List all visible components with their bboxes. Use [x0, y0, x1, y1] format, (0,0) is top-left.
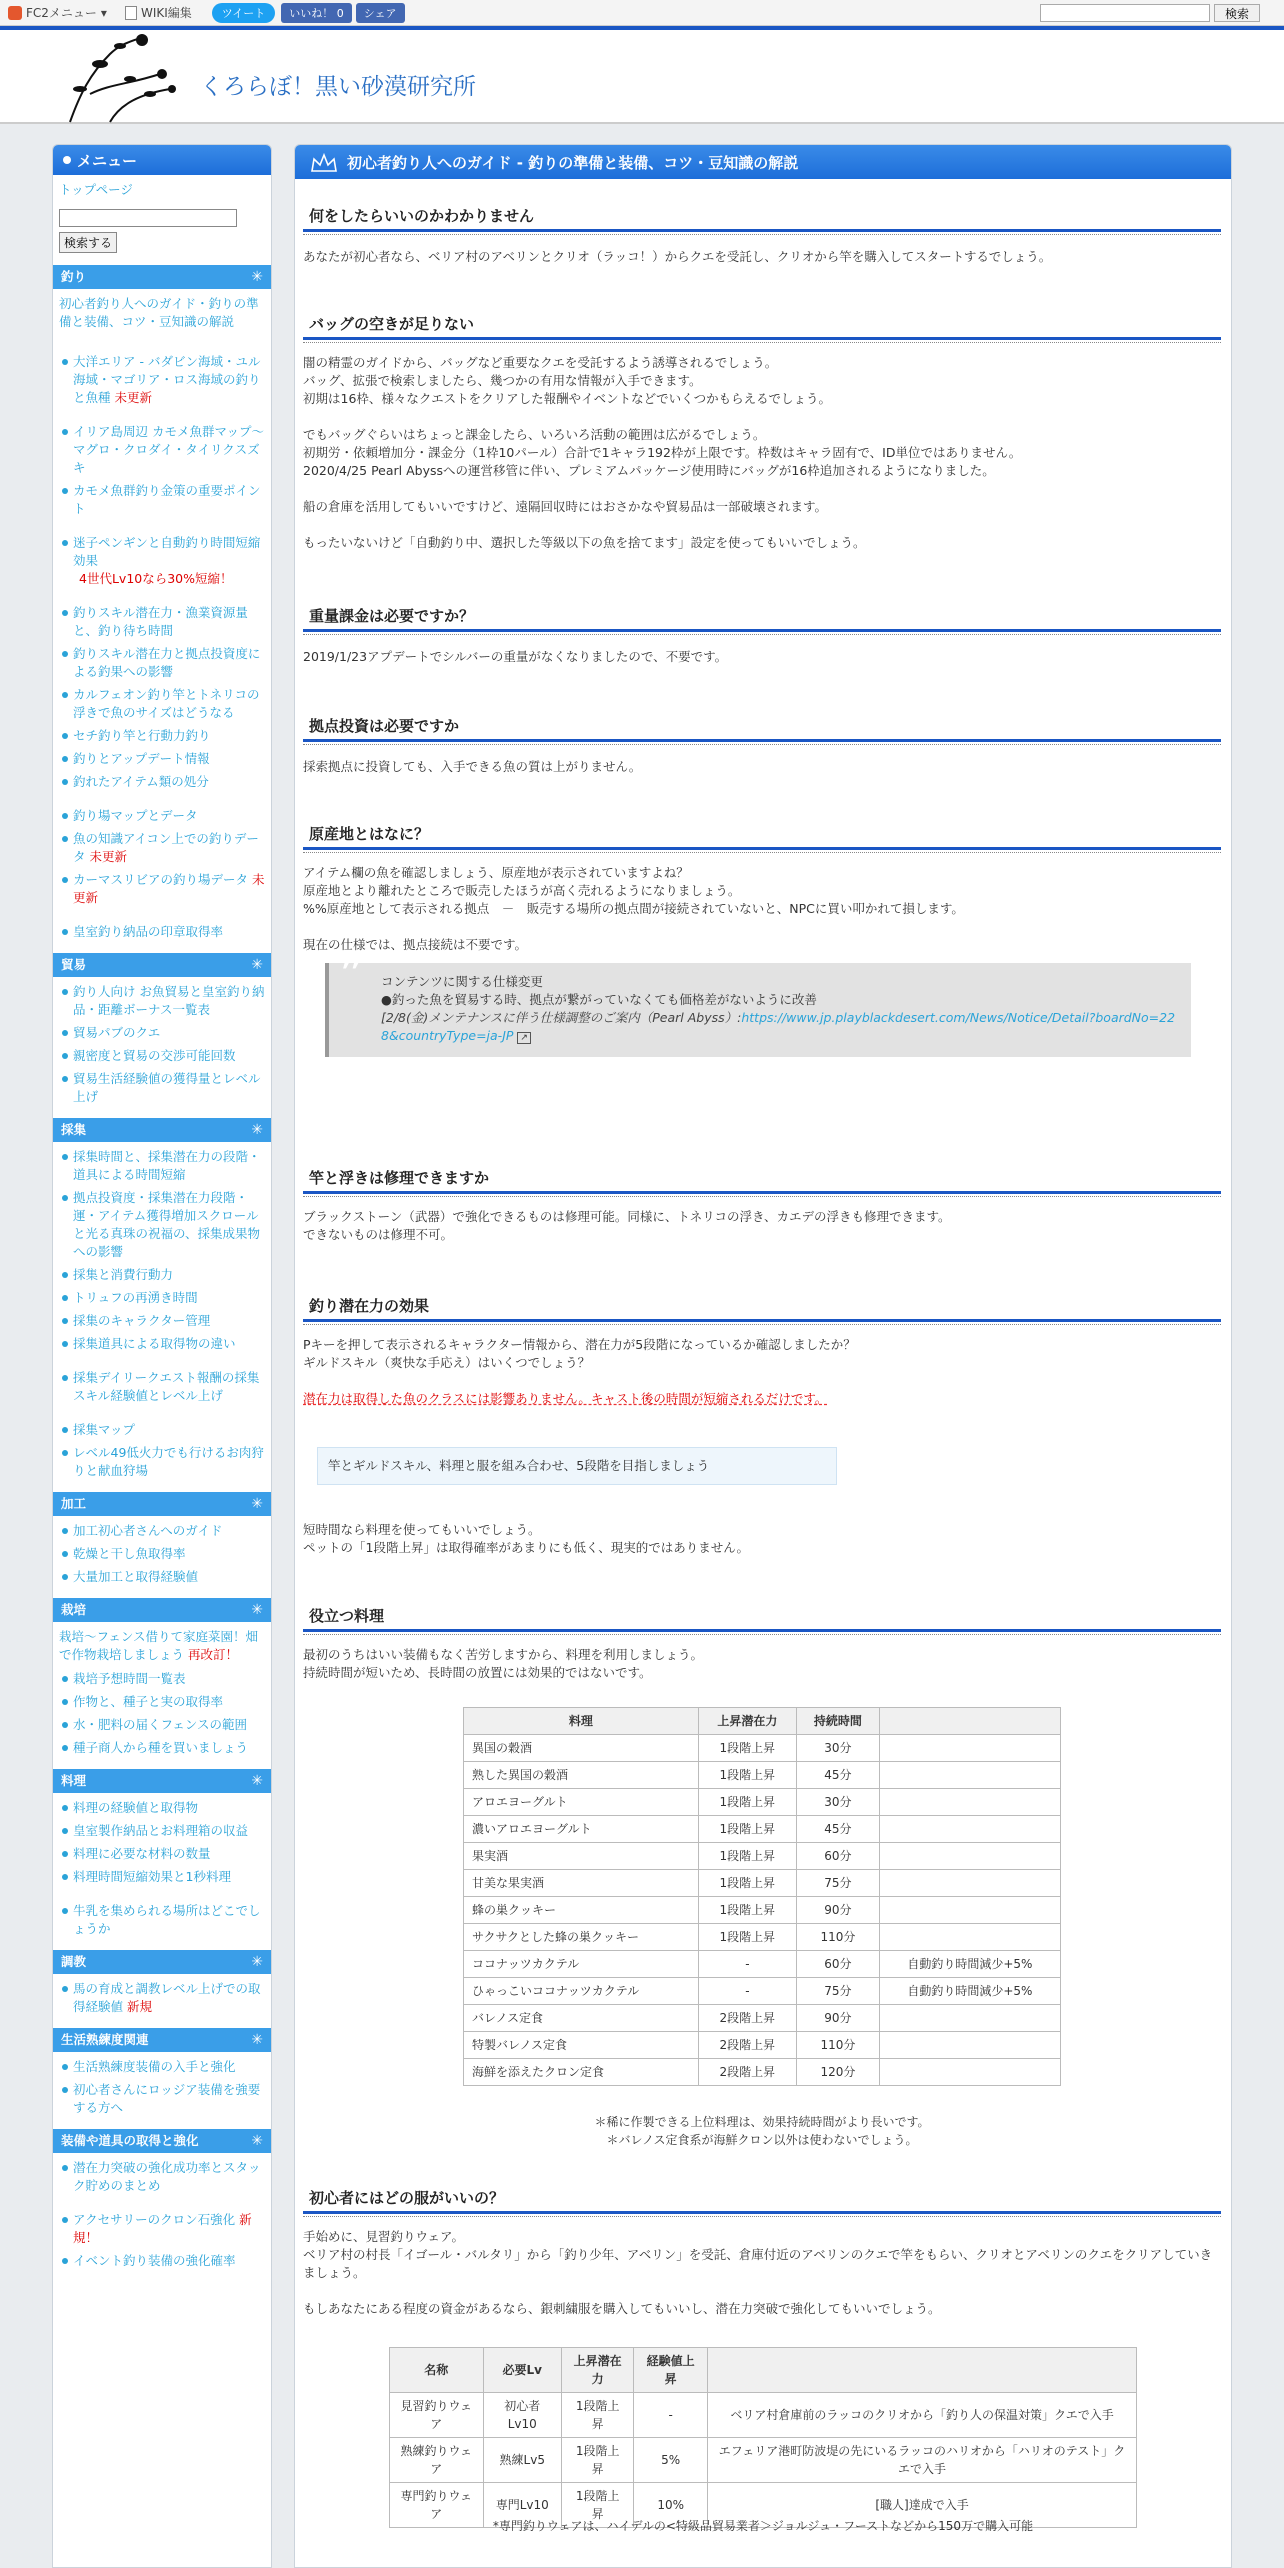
share-button[interactable]: シェア [356, 3, 405, 23]
table-cell: ココナッツカクテル [464, 1951, 699, 1978]
section-node-investment [303, 713, 1221, 776]
table-cell: 5% [634, 2438, 708, 2483]
sidebar-item[interactable]: 採集デイリークエスト報酬の採集スキル経験値とレベル上げ [59, 1369, 265, 1405]
table-cell: 熟練Lv5 [483, 2438, 562, 2483]
text-line: 最初のうちはいい装備もなく苦労しますから、料理を利用しましょう。 [303, 1647, 704, 1662]
section-heading: 釣り潜在力の効果 [303, 1293, 1221, 1322]
table-cell: 120分 [796, 2059, 879, 2086]
cooking-table [463, 1707, 1061, 2086]
section-heading: 竿と浮きは修理できますか [303, 1165, 1221, 1194]
sidebar-item[interactable]: 釣れたアイテム類の処分 [59, 773, 265, 791]
table-cell: 30分 [796, 1789, 879, 1816]
table-cell: - [698, 1951, 796, 1978]
text-line: 原産地とより離れたところで販売したほうが高く売れるようになりましょう。 [303, 883, 741, 898]
section-text [303, 354, 1221, 552]
sidebar-item[interactable]: 生活熟練度装備の入手と強化 [59, 2058, 265, 2076]
sidebar-item[interactable]: 採集道具による取得物の違い [59, 1335, 265, 1353]
sidebar-search-button[interactable]: 検索する [59, 232, 117, 253]
wiki-edit-link[interactable]: WIKI編集 [125, 4, 192, 21]
sidebar-item[interactable]: 貿易パブのクエ [59, 1024, 265, 1042]
sidebar-item[interactable]: 加工初心者さんへのガイド [59, 1522, 265, 1540]
text-line [303, 2282, 1221, 2300]
quote-mark-icon: ❞ [339, 946, 363, 997]
sidebar-category-header: 釣り ✳ [53, 265, 271, 289]
table-cell [879, 1789, 1060, 1816]
sidebar-search-input[interactable] [59, 209, 237, 227]
section-heading: 拠点投資は必要ですか [303, 713, 1221, 742]
table-cell: サクサクとした蜂の巣クッキー [464, 1924, 699, 1951]
section-heading: 役立つ料理 [303, 1603, 1221, 1632]
table-cell: 果実酒 [464, 1843, 699, 1870]
sidebar-item[interactable]: カモメ魚群釣り金策の重要ポイント [59, 482, 265, 518]
table-cell [879, 1735, 1060, 1762]
table-cell [879, 1870, 1060, 1897]
table-cell: 45分 [796, 1816, 879, 1843]
sidebar-item[interactable]: 水・肥料の届くフェンスの範囲 [59, 1716, 265, 1734]
text-line [303, 516, 1221, 534]
table-row [464, 1816, 1061, 1843]
text-line: もったいないけど「自動釣り中、選択した等級以下の魚を捨てます」設定を使ってもいいでしょう。 [303, 535, 866, 550]
sidebar-category-intro-link[interactable]: 初心者釣り人へのガイド・釣りの準備と装備、コツ・豆知識の解説 [59, 295, 259, 329]
fc2-toolbar [0, 0, 1284, 26]
sidebar-content [53, 175, 271, 2270]
sidebar-item[interactable]: 料理に必要な材料の数量 [59, 1845, 265, 1863]
table-row [464, 2005, 1061, 2032]
text-line: バッグ、拡張で検索しましたら、幾つかの有用な情報が入手できます。 [303, 373, 702, 388]
sidebar-category-intro-link[interactable]: 栽培～フェンス借りて家庭菜園！畑で作物栽培しましょう 再改訂！ [59, 1628, 259, 1662]
sidebar-item[interactable]: 牛乳を集められる場所はどこでしょうか [59, 1902, 265, 1938]
sidebar-category-list [59, 1664, 265, 1757]
text-line [303, 480, 1221, 498]
table-row [464, 1843, 1061, 1870]
sidebar-category-header: 生活熟練度関連 ✳ [53, 2028, 271, 2052]
table-row [464, 1735, 1061, 1762]
table-cell: ベリア村倉庫前のラッコのクリオから「釣り人の保温対策」クエで入手 [708, 2393, 1137, 2438]
table-cell: 1段階上昇 [698, 1816, 796, 1843]
sidebar-category-header: 装備や道具の取得と強化 ✳ [53, 2129, 271, 2153]
sidebar-item[interactable]: 皇室釣り納品の印章取得率 [59, 923, 265, 941]
article-header [295, 145, 1231, 179]
sidebar-category-header: 貿易 ✳ [53, 953, 271, 977]
sidebar-item[interactable]: 大量加工と取得経験値 [59, 1568, 265, 1586]
sparkle-icon: ✳ [251, 1601, 263, 1618]
table-cell: 蜂の巣クッキー [464, 1897, 699, 1924]
quote-source-link[interactable]: https://www.jp.playblackdesert.com/News/Notice/Detail?boardNo=228&countryType=ja-JP [381, 1010, 1176, 1043]
sidebar-category-header: 採集 ✳ [53, 1118, 271, 1142]
section-repair [303, 1165, 1221, 1244]
sidebar-item[interactable]: 馬の育成と調教レベル上げでの取得経験値 新規 [59, 1980, 265, 2016]
table-cell: 1段階上昇 [698, 1789, 796, 1816]
table-cell: 1段階上昇 [698, 1924, 796, 1951]
main-content [294, 144, 1232, 2568]
sidebar-item[interactable]: 大洋エリア - バダビン海域・ユル海域・マゴリア・ロス海域の釣りと魚種 未更新 [59, 353, 265, 407]
fc2-logo-icon [8, 6, 22, 20]
section-text [303, 1521, 1221, 1557]
section-text: 2019/1/23アプデートでシルバーの重量がなくなりましたので、不要です。 [303, 649, 728, 664]
fishing-wear-table [389, 2347, 1137, 2528]
table-row [464, 1951, 1061, 1978]
table-cell: 30分 [796, 1735, 879, 1762]
top-search-input[interactable] [1040, 4, 1210, 22]
section-weight [303, 603, 1221, 666]
sidebar-item[interactable]: 釣りスキル潜在力・漁業資源量と、釣り待ち時間 [59, 604, 265, 640]
sidebar-item[interactable]: 親密度と貿易の交渉可能回数 [59, 1047, 265, 1065]
sidebar-category-header: 料理 ✳ [53, 1769, 271, 1793]
floral-decoration-icon [50, 34, 190, 124]
crown-icon [309, 151, 339, 173]
tweet-button[interactable]: ツイート [212, 3, 275, 23]
text-line: できないものは修理不可。 [303, 1227, 454, 1242]
sidebar-item[interactable]: アクセサリーのクロン石強化 新規！ [59, 2211, 265, 2247]
table-header-cell [708, 2348, 1137, 2393]
table-cell [879, 2005, 1060, 2032]
potential-warning: 潜在力は取得した魚のクラスには影響ありません。キャスト後の時間が短縮されるだけです。 [303, 1391, 828, 1406]
sidebar-search [59, 203, 265, 253]
sidebar-item[interactable]: 釣りスキル潜在力と拠点投資度による釣果への影響 [59, 645, 265, 681]
sparkle-icon: ✳ [251, 268, 263, 285]
sidebar-category-list [59, 2153, 265, 2270]
fc2-menu[interactable]: FC2メニュー ▾ [8, 4, 107, 21]
section-heading: 原産地とはなに？ [303, 821, 1221, 850]
table-cell: 自動釣り時間減少+5% [879, 1951, 1060, 1978]
section-text [303, 2228, 1221, 2318]
sidebar-item[interactable]: トリュフの再湧き時間 [59, 1289, 265, 1307]
table-header-cell: 経験値上昇 [634, 2348, 708, 2393]
sidebar-item[interactable]: 皇室製作納品とお料理箱の収益 [59, 1822, 265, 1840]
table-cell: 75分 [796, 1978, 879, 2005]
table-cell: 異国の穀酒 [464, 1735, 699, 1762]
table-cell: - [634, 2393, 708, 2438]
sparkle-icon: ✳ [251, 1495, 263, 1512]
table-row [464, 2059, 1061, 2086]
sidebar-item[interactable]: 採集マップ [59, 1421, 265, 1439]
section-heading: 重量課金は必要ですか？ [303, 603, 1221, 632]
table-cell: - [698, 1978, 796, 2005]
table-cell: 海鮮を添えたクロン定食 [464, 2059, 699, 2086]
table-cell: 甘美な果実酒 [464, 1870, 699, 1897]
text-line: 手始めに、見習釣りウェア。 [303, 2229, 465, 2244]
external-link-icon[interactable]: ↗ [517, 1032, 531, 1044]
text-line: アイテム欄の魚を確認しましょう、原産地が表示されていますよね？ [303, 865, 689, 880]
text-line: ギルドスキル（爽快な手応え）はいくつでしょう？ [303, 1355, 591, 1370]
table-cell: 自動釣り時間減少+5% [879, 1978, 1060, 2005]
article-title: 初心者釣り人へのガイド - 釣りの準備と装備、コツ・豆知識の解説 [347, 153, 799, 172]
text-line: 2020/4/25 Pearl Abyssへの運営移管に伴い、プレミアムパッケージ使用時にバッグが16枠追加されるようになりました。 [303, 463, 995, 478]
site-title[interactable]: くろらぼ！黒い砂漠研究所 [200, 74, 476, 100]
table-row [464, 1897, 1061, 1924]
text-line [303, 408, 1221, 426]
table-cell: 90分 [796, 2005, 879, 2032]
table-cell: 見習釣りウェア [390, 2393, 484, 2438]
table-cell: 110分 [796, 1924, 879, 1951]
sparkle-icon: ✳ [251, 1953, 263, 1970]
table-header-cell: 料理 [464, 1708, 699, 1735]
sidebar-item[interactable]: 種子商人から種を買いましょう [59, 1739, 265, 1757]
sidebar-category-list [59, 1142, 265, 1480]
text-line: 初期労・依頼増加分・課金分（1枠10パール）合計で1キャラ192枠が上限です。枠数はキャラ固有で、ID単位ではありません。 [303, 445, 1022, 460]
table-cell: 75分 [796, 1870, 879, 1897]
sidebar-category-list [59, 1793, 265, 1938]
text-line: 初期は16枠、様々なクエストをクリアした報酬やイベントなどでいくつかもらえるでしょう。 [303, 391, 832, 406]
table-header-row [464, 1708, 1061, 1735]
sidebar-item[interactable]: レベル49低火力でも行けるお肉狩りと献血狩場 [59, 1444, 265, 1480]
text-line: %%原産地として表示される拠点 － 販売する場所の拠点間が接続されていないと、NPCに買い叩かれて損します。 [303, 901, 964, 916]
table-header-cell: 名称 [390, 2348, 484, 2393]
table-cell: 1段階上昇 [562, 2438, 634, 2483]
table-row [390, 2393, 1137, 2438]
sidebar-category-list [59, 331, 265, 941]
menu-bullet-icon [63, 156, 71, 164]
top-search [1040, 4, 1260, 22]
table-cell: 1段階上昇 [698, 1843, 796, 1870]
sidebar-item[interactable]: 釣り人向け お魚貿易と皇室釣り納品・距離ボーナス一覧表 [59, 983, 265, 1019]
table-row [464, 1870, 1061, 1897]
table-cell: 60分 [796, 1843, 879, 1870]
table-cell: バレノス定食 [464, 2005, 699, 2032]
section-heading: 何をしたらいいのかわかりません [303, 203, 1221, 232]
table-cell: 2段階上昇 [698, 2059, 796, 2086]
table-row [390, 2438, 1137, 2483]
text-line: でもバッグぐらいはちょっと課金したら、いろいろ活動の範囲は広がるでしょう。 [303, 427, 766, 442]
text-line: Pキーを押して表示されるキャラクター情報から、潜在力が5段階になっているか確認しましたか？ [303, 1337, 856, 1352]
table-cell: [職人]達成で入手 [708, 2483, 1137, 2528]
sidebar-item[interactable]: 迷子ペンギンと自動釣り時間短縮効果 4世代Lv10なら30%短縮！ [59, 534, 265, 588]
section-heading: 初心者にはどの服がいいの？ [303, 2185, 1221, 2214]
text-line: 短時間なら料理を使ってもいいでしょう。 [303, 1522, 541, 1537]
section-text: あなたが初心者なら、ベリア村のアベリンとクリオ（ラッコ！）からクエを受託し、クリオから竿を購入してスタートするでしょう。 [303, 249, 1052, 264]
sidebar-item[interactable]: イベント釣り装備の強化確率 [59, 2252, 265, 2270]
section-text [303, 864, 1221, 954]
section-bag-space [303, 311, 1221, 552]
sidebar-item[interactable]: 釣りとアップデート情報 [59, 750, 265, 768]
table-row [464, 1789, 1061, 1816]
sidebar-item[interactable]: 魚の知識アイコン上での釣りデータ 未更新 [59, 830, 265, 866]
table-cell: 特製バレノス定食 [464, 2032, 699, 2059]
table-header-row [390, 2348, 1137, 2393]
sidebar-menu-header: メニュー [53, 145, 271, 175]
table-cell: 1段階上昇 [698, 1762, 796, 1789]
table-cell: 初心者Lv10 [483, 2393, 562, 2438]
sidebar-item[interactable]: 拠点投資度・採集潜在力段階・運・アイテム獲得増加スクロールと光る真珠の祝福の、採集成果物への影響 [59, 1189, 265, 1261]
sidebar-category-header: 栽培 ✳ [53, 1598, 271, 1622]
section-text: 採索拠点に投資しても、入手できる魚の質は上がりません。 [303, 759, 642, 774]
sidebar-category-header: 調教 ✳ [53, 1950, 271, 1974]
sidebar-item[interactable]: セチ釣り竿と行動力釣り [59, 727, 265, 745]
table-header-cell: 上昇潜在力 [562, 2348, 634, 2393]
section-text [303, 1646, 1221, 1682]
sidebar-category-list [59, 1974, 265, 2016]
sidebar-item[interactable]: 採集時間と、採集潜在力の段階・道具による時間短縮 [59, 1148, 265, 1184]
sidebar-item[interactable]: 作物と、種子と実の取得率 [59, 1693, 265, 1711]
table-cell [879, 1924, 1060, 1951]
table-cell: 2段階上昇 [698, 2005, 796, 2032]
table-row [464, 2032, 1061, 2059]
sparkle-icon: ✳ [251, 2031, 263, 2048]
sparkle-icon: ✳ [251, 1121, 263, 1138]
sidebar-item[interactable]: 料理時間短縮効果と1秒料理 [59, 1868, 265, 1886]
text-line: 持続時間が短いため、長時間の放置には効果的ではないです。 [303, 1665, 652, 1680]
table-cell: 熟した異国の穀酒 [464, 1762, 699, 1789]
section-clothes [303, 2185, 1221, 2318]
section-what-to-do [303, 203, 1221, 266]
section-origin [303, 821, 1221, 954]
section-heading: バッグの空きが足りない [303, 311, 1221, 340]
wiki-edit-icon [125, 6, 137, 20]
table-cell: 1段階上昇 [698, 1735, 796, 1762]
table-cell: 1段階上昇 [562, 2393, 634, 2438]
sidebar-category-list [59, 977, 265, 1106]
text-line: ベリア村の村長「イゴール・バルタリ」から「釣り少年、アベリン」を受託、倉庫付近のアベリンのクエで竿をもらい、クリオとアベリンのクエをクリアしていきましょう。 [303, 2247, 1213, 2280]
table-cell: 専門釣りウェア [390, 2483, 484, 2528]
section-potential-after [303, 1521, 1221, 1557]
sidebar-item[interactable]: カルフェオン釣り竿とトネリコの浮きで魚のサイズはどうなる [59, 686, 265, 722]
table-cell [879, 2059, 1060, 2086]
top-search-button[interactable]: 検索 [1214, 4, 1260, 22]
text-line [303, 918, 1221, 936]
wear-note: *専門釣りウェアは、ハイデルの<特級品貿易業者＞ジョルジュ・フーストなどから150万で購入可能 [492, 2519, 1034, 2533]
table-cell [879, 1762, 1060, 1789]
potential-tip-box: 竿とギルドスキル、料理と服を組み合わせ、5段階を目指しましょう [317, 1447, 837, 1485]
table-cell: 濃いアロエヨーグルト [464, 1816, 699, 1843]
section-cooking [303, 1603, 1221, 1682]
table-cell: 60分 [796, 1951, 879, 1978]
text-line: ブラックストーン（武器）で強化できるものは修理可能。同様に、トネリコの浮き、カエデの浮きも修理できます。 [303, 1209, 951, 1224]
table-header-cell: 必要Lv [483, 2348, 562, 2393]
sparkle-icon: ✳ [251, 956, 263, 973]
table-cell: 専門Lv10 [483, 2483, 562, 2528]
sidebar-category-list [59, 2052, 265, 2117]
text-line: 闇の精霊のガイドから、バッグなど重要なクエを受託するよう誘導されるでしょう。 [303, 355, 778, 370]
table-cell: 1段階上昇 [698, 1897, 796, 1924]
text-line: もしあなたにある程度の資金があるなら、銀刺繍服を購入してもいいし、潜在力突破で強化してもいいでしょう。 [303, 2301, 941, 2316]
sidebar-item[interactable]: 採集のキャラクター管理 [59, 1312, 265, 1330]
table-cell [879, 2032, 1060, 2059]
table-header-cell [879, 1708, 1060, 1735]
section-text [303, 1208, 1221, 1244]
site-header [0, 26, 1284, 124]
cooking-notes: ＊稀に作製できる上位料理は、効果持続時間がより長いです。 ＊バレノス定食系が海鮮クロン以外は使わないでしょう。 [594, 2115, 930, 2147]
sidebar-item[interactable]: カーマスリビアの釣り場データ 未更新 [59, 871, 265, 907]
text-line: 船の倉庫を活用してもいいですけど、遠隔回収時にはおさかなや貿易品は一部破壊されます。 [303, 499, 828, 514]
table-cell [879, 1843, 1060, 1870]
sidebar-item[interactable]: 初心者さんにロッジア装備を強要する方へ [59, 2081, 265, 2117]
table-cell: ひゃっこいココナッツカクテル [464, 1978, 699, 2005]
table-cell: 45分 [796, 1762, 879, 1789]
table-header-cell: 持続時間 [796, 1708, 879, 1735]
sidebar-top-page-link[interactable]: トップページ [59, 182, 133, 197]
table-cell [879, 1897, 1060, 1924]
sidebar-item[interactable]: 栽培予想時間一覧表 [59, 1670, 265, 1688]
sidebar-item[interactable]: 乾燥と干し魚取得率 [59, 1545, 265, 1563]
table-row [464, 1924, 1061, 1951]
table-cell: 10% [634, 2483, 708, 2528]
sidebar-item[interactable]: 釣り場マップとデータ [59, 807, 265, 825]
sidebar-item[interactable]: 貿易生活経験値の獲得量とレベル上げ [59, 1070, 265, 1106]
sparkle-icon: ✳ [251, 2132, 263, 2149]
sidebar-item[interactable]: イリア島周辺 カモメ魚群マップ～マグロ・クロダイ・タイリクスズキ [59, 423, 265, 477]
spec-change-quote [325, 946, 1191, 1057]
table-cell: 90分 [796, 1897, 879, 1924]
table-cell: 110分 [796, 2032, 879, 2059]
like-button[interactable]: いいね！ 0 [281, 3, 352, 23]
table-cell [879, 1816, 1060, 1843]
sidebar [52, 144, 272, 2568]
sidebar-item[interactable]: 採集と消費行動力 [59, 1266, 265, 1284]
sidebar-category-list [59, 1516, 265, 1586]
sidebar-item[interactable]: 潜在力突破の強化成功率とスタック貯めのまとめ [59, 2159, 265, 2195]
section-potential [303, 1293, 1221, 1408]
sparkle-icon: ✳ [251, 1772, 263, 1789]
quote-title: コンテンツに関する仕様変更 [381, 974, 543, 989]
text-line: ペットの「1段階上昇」は取得確率があまりにも低く、現実的ではありません。 [303, 1540, 749, 1555]
sidebar-category-header: 加工 ✳ [53, 1492, 271, 1516]
table-cell: 1段階上昇 [698, 1870, 796, 1897]
section-text [303, 1336, 1221, 1372]
sidebar-item[interactable]: 料理の経験値と取得物 [59, 1799, 265, 1817]
table-cell: 2段階上昇 [698, 2032, 796, 2059]
table-row [464, 1978, 1061, 2005]
quote-source: [2/8(金)メンテナンスに伴う仕様調整のご案内（Pearl Abyss）: [381, 1010, 742, 1025]
quote-body: ●釣った魚を貿易する時、拠点が繋がっていなくても価格差がないように改善 [381, 992, 817, 1007]
table-row [464, 1762, 1061, 1789]
table-header-cell: 上昇潜在力 [698, 1708, 796, 1735]
table-cell: アロエヨーグルト [464, 1789, 699, 1816]
table-cell: エフェリア港町防波堤の先にいるラッコのハリオから「ハリオのテスト」クエで入手 [708, 2438, 1137, 2483]
table-cell: 1段階上昇 [562, 2483, 634, 2528]
table-cell: 熟練釣りウェア [390, 2438, 484, 2483]
text-line: 現在の仕様では、拠点接続は不要です。 [303, 937, 528, 952]
